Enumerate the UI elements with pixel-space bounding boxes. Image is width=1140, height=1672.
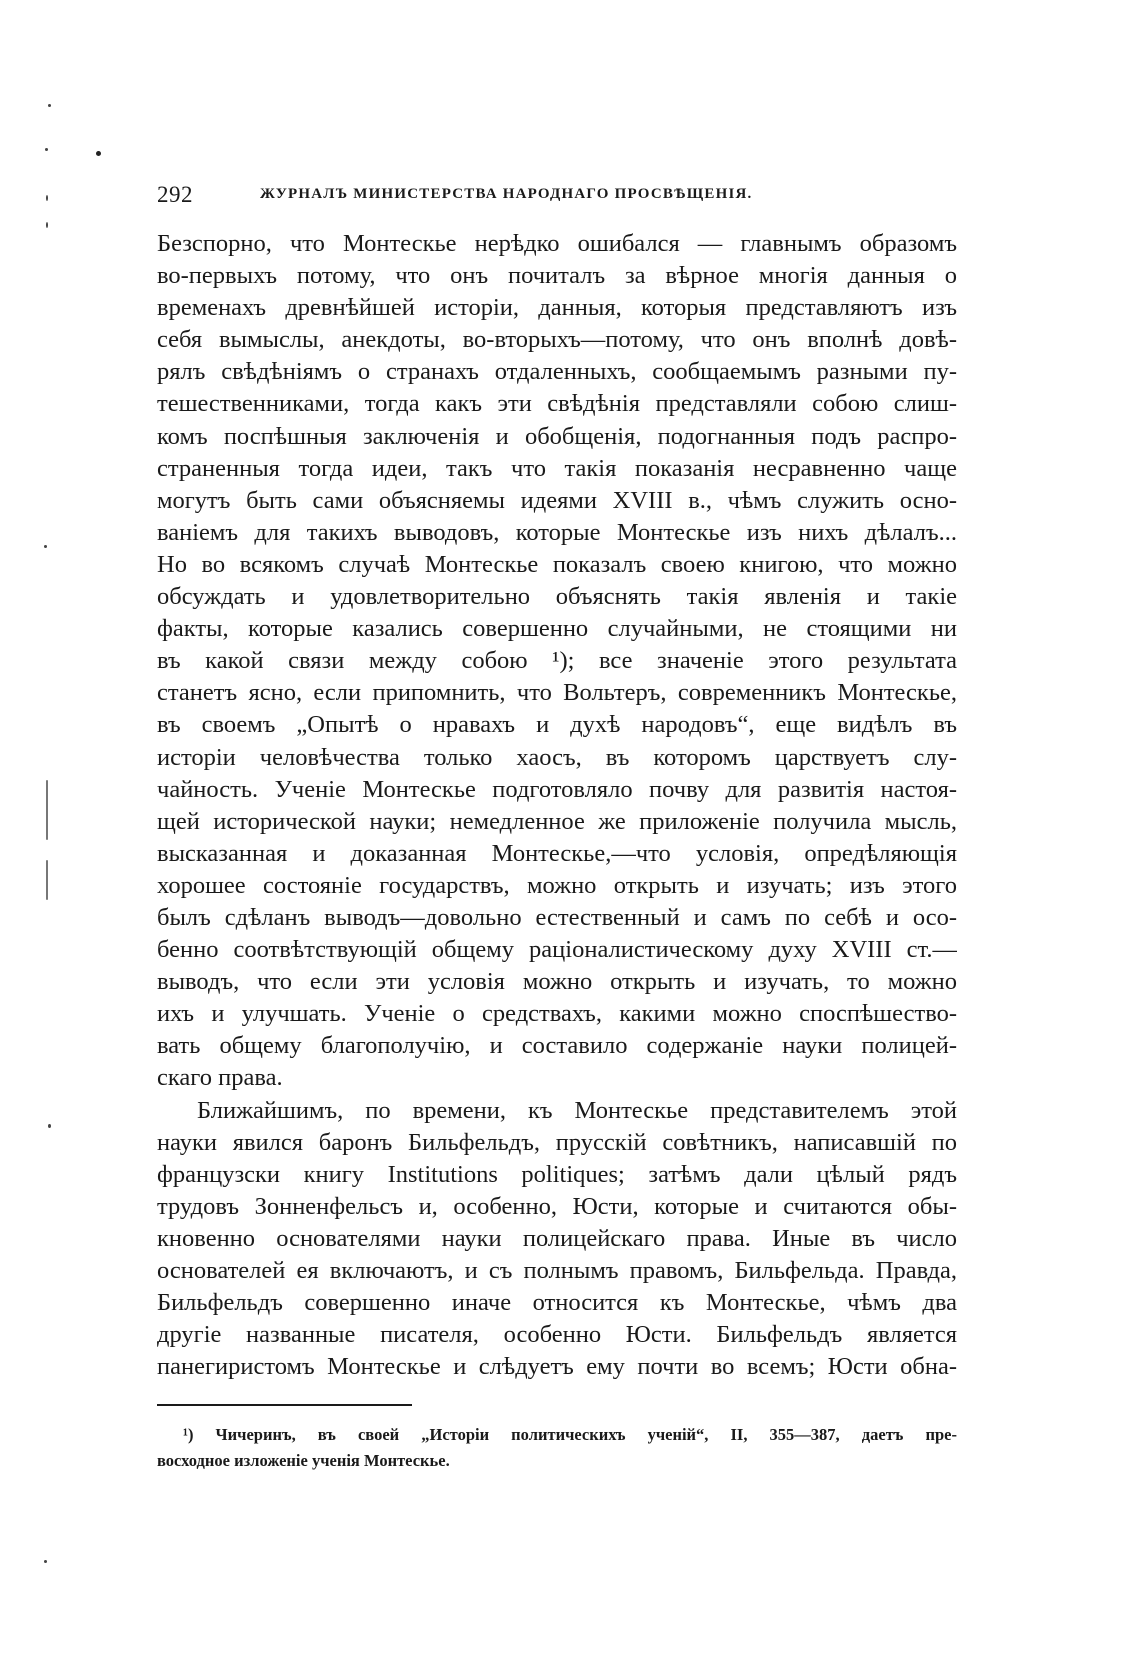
text-line: Ближайшимъ, по времени, къ Монтескье представителемъ этой (197, 1096, 957, 1124)
scan-speck (44, 545, 47, 548)
text-line: вать общему благополучію, и составило содержаніе науки полицей- (157, 1032, 957, 1060)
text-line: ихъ и улучшать. Ученіе о средствахъ, какими можно споспѣшество- (157, 1000, 957, 1028)
text-line: страненныя тогда идеи, такъ что такія показанія несравненно чаще (157, 454, 957, 482)
text-line: высказанная и доказанная Монтескье,—что условія, опредѣляющія (157, 839, 957, 867)
running-title: ЖУРНАЛЪ МИНИСТЕРСТВА НАРОДНАГО ПРОСВѢЩЕНІЯ. (260, 186, 753, 202)
text-line: выводъ, что если эти условія можно открыть и изучать, то можно (157, 968, 957, 996)
text-line: бенно соотвѣтствующій общему раціоналистическому духу XVIII ст.— (157, 936, 957, 964)
text-line: щей исторической науки; немедленное же приложеніе получила мысль, (157, 807, 957, 835)
text-line: рялъ свѣдѣніямъ о странахъ отдаленныхъ, сообщаемымъ разными пу- (157, 358, 957, 386)
text-line: былъ сдѣланъ выводъ—довольно естественный и самъ по себѣ и осо- (157, 903, 957, 931)
scan-speck (48, 1124, 51, 1128)
text-line: обсуждать и удовлетворительно объяснять такія явленія и такіе (157, 583, 957, 611)
text-line: скаго права. (157, 1064, 283, 1092)
text-line: ваніемъ для такихъ выводовъ, которые Монтескье изъ нихъ дѣлалъ... (157, 518, 957, 546)
text-line: тешественниками, тогда какъ эти свѣдѣнія представляли собою слиш- (157, 390, 957, 418)
page-number: 292 (157, 182, 193, 207)
text-line: Безспорно, что Монтескье нерѣдко ошибался — главнымъ образомъ (157, 230, 957, 257)
footnote-line: восходное изложеніе ученія Монтескье. (157, 1451, 450, 1470)
text-line: исторіи человѣчества только хаосъ, въ которомъ царствуетъ слу- (157, 743, 957, 771)
scan-speck (96, 151, 101, 156)
footnote-divider (157, 1404, 412, 1406)
text-line: хорошее состояніе государствъ, можно открыть и изучать; изъ этого (157, 871, 957, 899)
text-line: панегиристомъ Монтескье и слѣдуетъ ему почти во всемъ; Юсти обна- (157, 1353, 957, 1381)
text-line: комъ поспѣшныя заключенія и обобщенія, подогнанныя подъ распро- (157, 422, 957, 450)
text-line: станетъ ясно, если припомнить, что Вольтеръ, современникъ Монтескье, (157, 679, 957, 707)
scan-speck (46, 222, 48, 228)
text-line: трудовъ Зонненфельсъ и, особенно, Юсти, которые и считаются обы- (157, 1192, 957, 1220)
scan-speck (46, 195, 48, 201)
text-line: во-первыхъ потому, что онъ почиталъ за вѣрное многія данныя о (157, 262, 957, 290)
text-line: Но во всякомъ случаѣ Монтескье показалъ своею книгою, что можно (157, 550, 957, 578)
text-line: въ своемъ „Опытѣ о нравахъ и духѣ народовъ“, еще видѣлъ въ (157, 711, 957, 739)
footnote (157, 1422, 957, 1474)
text-line: науки явился баронъ Бильфельдъ, прусскій совѣтникъ, написавшій по (157, 1128, 957, 1156)
scan-speck (45, 148, 48, 151)
text-line: факты, которые казались совершенно случайными, не стоящими ни (157, 615, 957, 643)
text-line: временахъ древнѣйшей исторіи, данныя, которыя представляютъ изъ (157, 294, 957, 322)
text-line: чайность. Ученіе Монтескье подготовляло почву для развитія настоя- (157, 775, 957, 803)
paragraph-2 (157, 1095, 957, 1384)
scan-speck (44, 1560, 47, 1563)
paragraph-1 (157, 228, 957, 1095)
footnote-line: ¹) Чичеринъ, въ своей „Исторіи политическихъ ученій“, II, 355—387, даетъ пре- (183, 1425, 957, 1444)
text-line: кновенно основателями науки полицейскаго права. Иные въ число (157, 1224, 957, 1252)
text-line: другіе названные писателя, особенно Юсти. Бильфельдъ является (157, 1321, 957, 1349)
scan-speck (48, 104, 51, 107)
text-line: себя вымыслы, анекдоты, во-вторыхъ—потому, что онъ вполнѣ довѣ- (157, 326, 957, 354)
page-header (157, 182, 957, 212)
text-line: французски книгу Institutions politiques; затѣмъ дали цѣлый рядъ (157, 1160, 957, 1188)
text-line: Бильфельдъ совершенно иначе относится къ Монтескье, чѣмъ два (157, 1289, 957, 1317)
scan-speck (46, 860, 48, 900)
body-text (157, 228, 957, 1383)
text-line: основателей ея включаютъ, и съ полнымъ правомъ, Бильфельда. Правда, (157, 1257, 957, 1284)
text-line: въ какой связи между собою ¹); все значеніе этого результата (157, 647, 957, 675)
text-line: могутъ быть сами объясняемы идеями XVIII в., чѣмъ служить осно- (157, 486, 957, 514)
scan-speck (46, 780, 48, 840)
